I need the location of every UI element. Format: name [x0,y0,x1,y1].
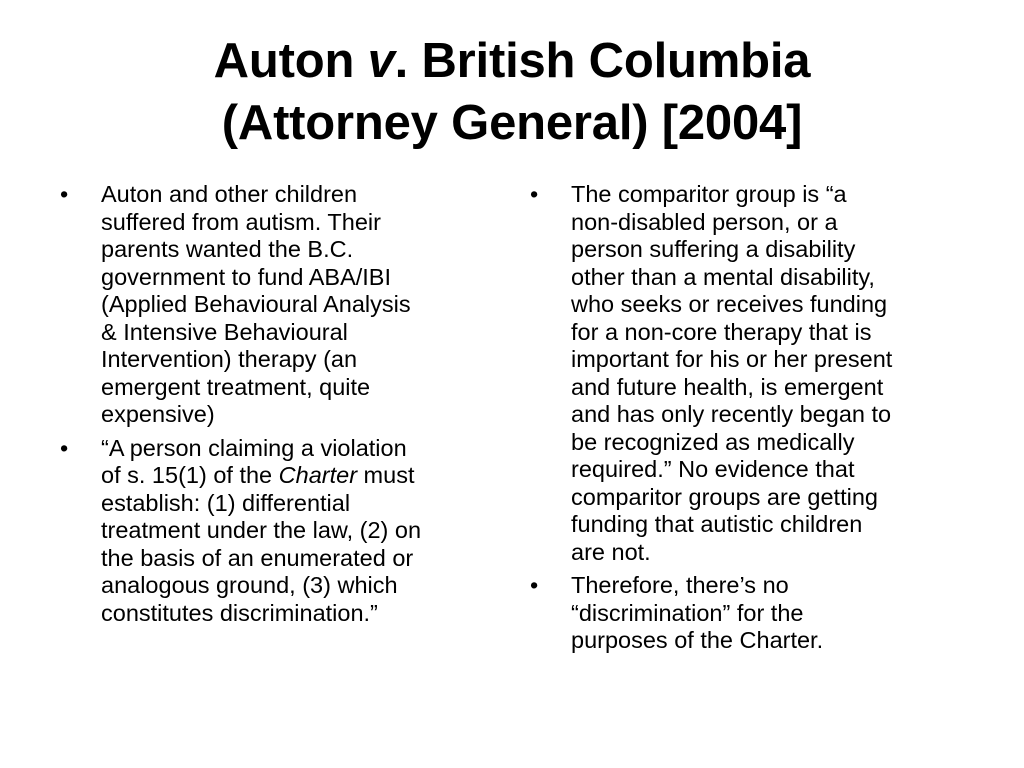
bullet-text-charter-italic: Charter [278,462,358,488]
title-line-2: (Attorney General) [2004] [221,96,803,150]
bullet-text-line: analogous ground, (3) which [101,572,398,598]
bullet-text-line: (Applied Behavioural Analysis [101,291,411,317]
bullet-text-line [101,462,492,490]
bullet-icon: • [530,572,539,598]
bullet-text-line: “discrimination” for the [571,599,804,626]
bullet-text-line: be recognized as medically [571,428,855,455]
bullet-text-line: establish: (1) differential [101,489,351,516]
bullet-text-line: purposes of the Charter. [571,627,824,653]
bullet-text-segment: of s. 15(1) of the [101,462,279,488]
bullet-text-line: “A person claiming a violation [101,434,407,461]
bullet-text-line: required.” No evidence that [571,456,855,482]
bullet-text-line: for a non-core therapy that is [571,318,872,345]
bullet-item-legal-test [60,435,492,628]
bullet-text-line: treatment under the law, (2) on [101,517,422,543]
bullet-text-line: who seeks or receives funding [571,291,888,317]
bullet-text-line: The comparitor group is “a [571,181,847,207]
title-text-versus: v [367,34,395,88]
slide-title [40,30,984,154]
bullet-text-line: Auton and other children [101,181,358,207]
bullet-text-line: & Intensive Behavioural [101,318,348,345]
bullet-text-line: expensive) [101,401,215,427]
bullet-text-line: Intervention) therapy (an [101,346,358,372]
bullet-text-line: government to fund ABA/IBI [101,263,392,290]
bullet-text-line: comparitor groups are getting [571,483,878,510]
bullet-text-line: funding that autistic children [571,511,863,537]
right-column [530,181,970,661]
bullet-text-line: the basis of an enumerated or [101,544,414,571]
bullet-icon: • [530,181,539,207]
bullet-text-line: constitutes discrimination.” [101,599,378,626]
bullet-text-line: emergent treatment, quite [101,373,371,400]
title-line-1 [40,30,984,92]
bullet-text-line: other than a mental disability, [571,263,875,290]
bullet-text-line: Therefore, there’s no [571,572,789,598]
bullet-text-segment: must [357,462,415,488]
bullet-text-line: parents wanted the B.C. [101,236,354,262]
bullet-text-line: person suffering a disability [571,236,856,262]
bullet-text-line: are not. [571,538,651,565]
bullet-item-conclusion [530,572,970,655]
bullet-icon: • [60,181,69,207]
title-text-respondent: . British Columbia [394,34,811,88]
left-column [60,181,492,633]
bullet-text-line: and has only recently began to [571,401,892,427]
bullet-text-line: important for his or her present [571,346,893,372]
bullet-text-line: and future health, is emergent [571,373,884,400]
bullet-text-line: suffered from autism. Their [101,208,381,235]
bullet-icon: • [60,434,69,461]
bullet-item-background [60,181,492,429]
title-text-case-name: Auton [213,34,368,88]
bullet-item-comparitor-group [530,181,970,566]
bullet-text-line: non-disabled person, or a [571,208,838,235]
